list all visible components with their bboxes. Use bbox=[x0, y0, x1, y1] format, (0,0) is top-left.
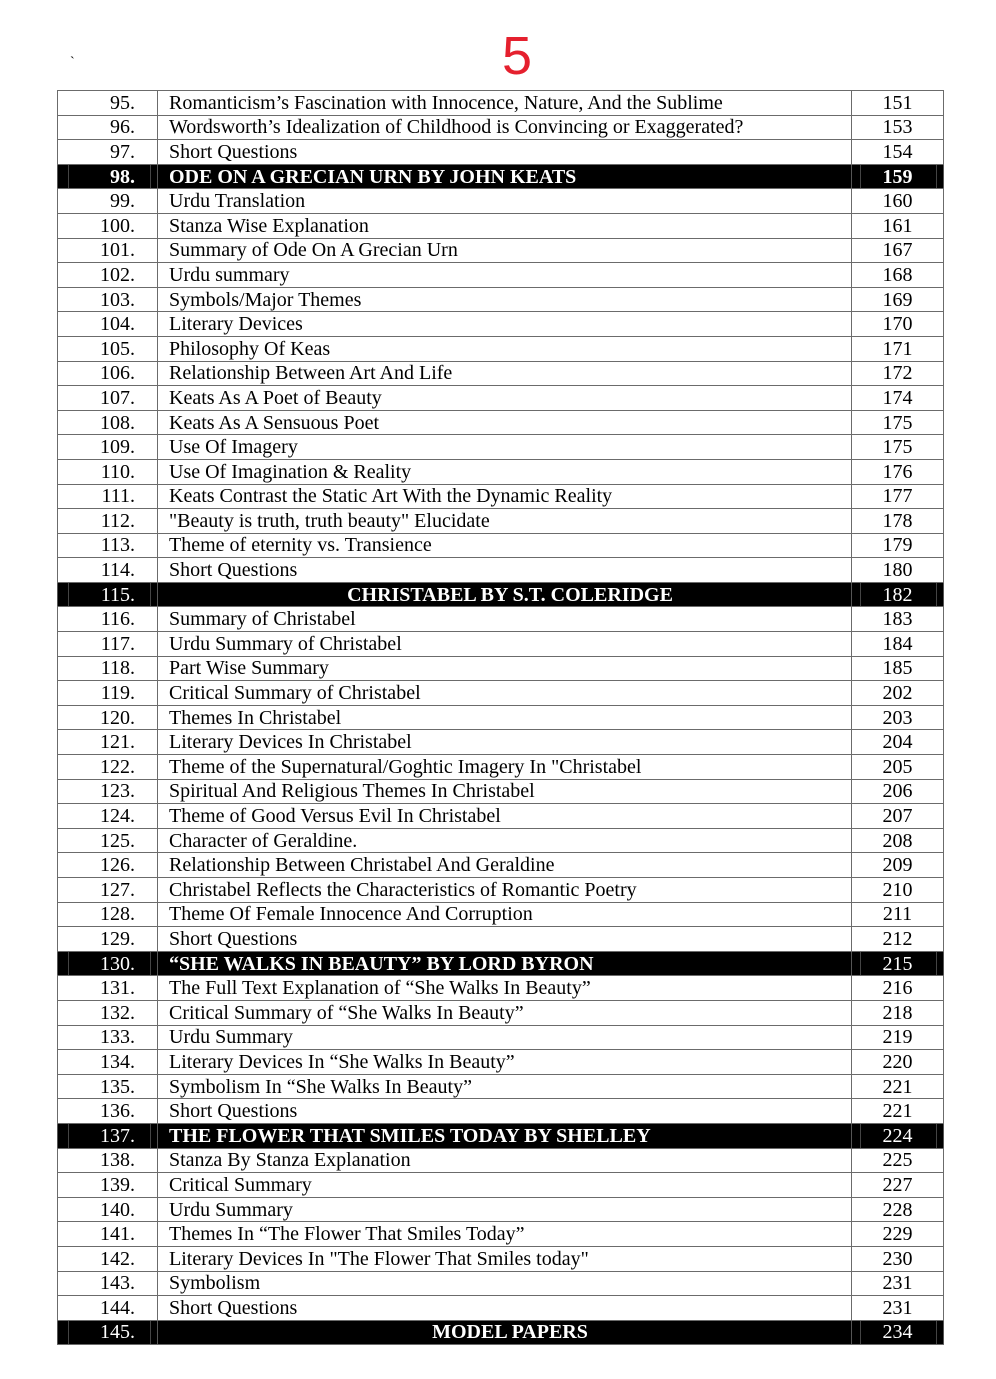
toc-item-number: 115. bbox=[58, 582, 158, 607]
toc-item-number: 138. bbox=[58, 1148, 158, 1173]
table-of-contents bbox=[57, 90, 944, 1345]
toc-row[interactable] bbox=[58, 853, 944, 878]
toc-item-title[interactable]: Christabel Reflects the Characteristics of Romantic Poetry bbox=[158, 878, 852, 903]
toc-row[interactable] bbox=[58, 681, 944, 706]
toc-row[interactable] bbox=[58, 263, 944, 288]
toc-item-page: 178 bbox=[852, 509, 944, 534]
toc-row[interactable] bbox=[58, 361, 944, 386]
toc-item-page: 184 bbox=[852, 632, 944, 657]
toc-item-title[interactable]: Keats As A Sensuous Poet bbox=[158, 410, 852, 435]
toc-item-page: 175 bbox=[852, 435, 944, 460]
toc-item-page: 167 bbox=[852, 238, 944, 263]
toc-section-row[interactable] bbox=[58, 1320, 944, 1345]
toc-item-page: 161 bbox=[852, 213, 944, 238]
toc-item-title[interactable]: The Full Text Explanation of “She Walks In Beauty” bbox=[158, 976, 852, 1001]
toc-item-page: 179 bbox=[852, 533, 944, 558]
toc-row[interactable] bbox=[58, 878, 944, 903]
toc-item-number: 106. bbox=[58, 361, 158, 386]
toc-section-row[interactable] bbox=[58, 582, 944, 607]
toc-section-row[interactable] bbox=[58, 951, 944, 976]
toc-row[interactable] bbox=[58, 779, 944, 804]
toc-row[interactable] bbox=[58, 386, 944, 411]
toc-item-title[interactable]: Symbolism bbox=[158, 1271, 852, 1296]
toc-item-page: 207 bbox=[852, 804, 944, 829]
toc-item-number: 126. bbox=[58, 853, 158, 878]
toc-item-number: 140. bbox=[58, 1197, 158, 1222]
toc-row[interactable] bbox=[58, 927, 944, 952]
toc-row[interactable] bbox=[58, 1173, 944, 1198]
toc-item-number: 103. bbox=[58, 287, 158, 312]
toc-row[interactable] bbox=[58, 755, 944, 780]
toc-item-page: 209 bbox=[852, 853, 944, 878]
toc-item-number: 123. bbox=[58, 779, 158, 804]
toc-row[interactable] bbox=[58, 238, 944, 263]
toc-item-number: 145. bbox=[58, 1320, 158, 1345]
toc-item-number: 108. bbox=[58, 410, 158, 435]
toc-item-title[interactable]: Theme of eternity vs. Transience bbox=[158, 533, 852, 558]
toc-item-title[interactable]: Short Questions bbox=[158, 927, 852, 952]
toc-row[interactable] bbox=[58, 115, 944, 140]
toc-item-number: 105. bbox=[58, 336, 158, 361]
toc-item-number: 133. bbox=[58, 1025, 158, 1050]
toc-row[interactable] bbox=[58, 91, 944, 116]
toc-section-row[interactable] bbox=[58, 164, 944, 189]
toc-row[interactable] bbox=[58, 705, 944, 730]
toc-item-page: 212 bbox=[852, 927, 944, 952]
toc-row[interactable] bbox=[58, 1296, 944, 1321]
toc-item-page: 224 bbox=[852, 1123, 944, 1148]
toc-item-title[interactable]: Use Of Imagery bbox=[158, 435, 852, 460]
toc-item-title[interactable]: THE FLOWER THAT SMILES TODAY BY SHELLEY bbox=[158, 1123, 852, 1148]
toc-item-title[interactable]: Stanza By Stanza Explanation bbox=[158, 1148, 852, 1173]
toc-item-page: 230 bbox=[852, 1246, 944, 1271]
toc-row[interactable] bbox=[58, 1000, 944, 1025]
toc-row[interactable] bbox=[58, 1074, 944, 1099]
toc-row[interactable] bbox=[58, 1050, 944, 1075]
toc-row[interactable] bbox=[58, 1222, 944, 1247]
toc-item-page: 160 bbox=[852, 189, 944, 214]
toc-item-page: 183 bbox=[852, 607, 944, 632]
toc-row[interactable] bbox=[58, 312, 944, 337]
toc-item-title[interactable]: Wordsworth’s Idealization of Childhood is Convincing or Exaggerated? bbox=[158, 115, 852, 140]
toc-item-title[interactable]: Critical Summary of Christabel bbox=[158, 681, 852, 706]
toc-row[interactable] bbox=[58, 1025, 944, 1050]
toc-item-page: 203 bbox=[852, 705, 944, 730]
toc-row[interactable] bbox=[58, 533, 944, 558]
toc-item-number: 100. bbox=[58, 213, 158, 238]
toc-item-page: 177 bbox=[852, 484, 944, 509]
toc-item-page: 185 bbox=[852, 656, 944, 681]
toc-row[interactable] bbox=[58, 558, 944, 583]
toc-item-number: 132. bbox=[58, 1000, 158, 1025]
toc-item-number: 142. bbox=[58, 1246, 158, 1271]
toc-item-page: 225 bbox=[852, 1148, 944, 1173]
toc-item-title[interactable]: "Beauty is truth, truth beauty" Elucidate bbox=[158, 509, 852, 534]
toc-item-page: 229 bbox=[852, 1222, 944, 1247]
toc-item-page: 228 bbox=[852, 1197, 944, 1222]
toc-item-number: 119. bbox=[58, 681, 158, 706]
toc-item-number: 122. bbox=[58, 755, 158, 780]
toc-row[interactable] bbox=[58, 607, 944, 632]
toc-item-title[interactable]: Use Of Imagination & Reality bbox=[158, 459, 852, 484]
toc-item-number: 137. bbox=[58, 1123, 158, 1148]
toc-row[interactable] bbox=[58, 336, 944, 361]
toc-row[interactable] bbox=[58, 410, 944, 435]
toc-row[interactable] bbox=[58, 140, 944, 165]
toc-item-number: 134. bbox=[58, 1050, 158, 1075]
toc-row[interactable] bbox=[58, 656, 944, 681]
toc-row[interactable] bbox=[58, 976, 944, 1001]
toc-item-title[interactable]: Short Questions bbox=[158, 1099, 852, 1124]
toc-item-number: 102. bbox=[58, 263, 158, 288]
toc-item-number: 109. bbox=[58, 435, 158, 460]
toc-item-title[interactable]: Theme of the Supernatural/Goghtic Imagery In "Christabel bbox=[158, 755, 852, 780]
toc-item-number: 116. bbox=[58, 607, 158, 632]
toc-item-page: 159 bbox=[852, 164, 944, 189]
toc-item-page: 170 bbox=[852, 312, 944, 337]
toc-item-title[interactable]: ODE ON A GRECIAN URN BY JOHN KEATS bbox=[158, 164, 852, 189]
toc-item-title[interactable]: Symbols/Major Themes bbox=[158, 287, 852, 312]
toc-item-page: 221 bbox=[852, 1099, 944, 1124]
toc-item-title[interactable]: Keats As A Poet of Beauty bbox=[158, 386, 852, 411]
toc-item-title[interactable]: Summary of Ode On A Grecian Urn bbox=[158, 238, 852, 263]
toc-item-page: 169 bbox=[852, 287, 944, 312]
toc-item-page: 174 bbox=[852, 386, 944, 411]
toc-row[interactable] bbox=[58, 1197, 944, 1222]
toc-item-number: 95. bbox=[58, 91, 158, 116]
toc-item-title[interactable]: Part Wise Summary bbox=[158, 656, 852, 681]
toc-row[interactable] bbox=[58, 1246, 944, 1271]
toc-item-number: 107. bbox=[58, 386, 158, 411]
toc-item-number: 141. bbox=[58, 1222, 158, 1247]
toc-item-title[interactable]: Urdu Translation bbox=[158, 189, 852, 214]
toc-item-number: 111. bbox=[58, 484, 158, 509]
toc-item-title[interactable]: Literary Devices bbox=[158, 312, 852, 337]
toc-item-number: 110. bbox=[58, 459, 158, 484]
toc-item-number: 98. bbox=[58, 164, 158, 189]
toc-item-title[interactable]: Themes In “The Flower That Smiles Today” bbox=[158, 1222, 852, 1247]
toc-item-title[interactable]: Stanza Wise Explanation bbox=[158, 213, 852, 238]
toc-item-number: 104. bbox=[58, 312, 158, 337]
toc-item-title[interactable]: Philosophy Of Keas bbox=[158, 336, 852, 361]
toc-item-number: 130. bbox=[58, 951, 158, 976]
toc-item-page: 208 bbox=[852, 828, 944, 853]
toc-item-title[interactable]: Literary Devices In "The Flower That Smiles today" bbox=[158, 1246, 852, 1271]
toc-item-page: 151 bbox=[852, 91, 944, 116]
toc-item-title[interactable]: Spiritual And Religious Themes In Christabel bbox=[158, 779, 852, 804]
toc-row[interactable] bbox=[58, 435, 944, 460]
toc-item-page: 216 bbox=[852, 976, 944, 1001]
toc-item-number: 120. bbox=[58, 705, 158, 730]
toc-item-number: 127. bbox=[58, 878, 158, 903]
toc-item-number: 112. bbox=[58, 509, 158, 534]
stray-mark: ` bbox=[70, 55, 75, 70]
toc-row[interactable] bbox=[58, 213, 944, 238]
toc-row[interactable] bbox=[58, 632, 944, 657]
toc-item-page: 172 bbox=[852, 361, 944, 386]
toc-section-row[interactable] bbox=[58, 1123, 944, 1148]
toc-item-page: 205 bbox=[852, 755, 944, 780]
toc-row[interactable] bbox=[58, 902, 944, 927]
toc-item-number: 96. bbox=[58, 115, 158, 140]
toc-item-number: 124. bbox=[58, 804, 158, 829]
toc-item-title[interactable]: Urdu Summary of Christabel bbox=[158, 632, 852, 657]
toc-row[interactable] bbox=[58, 484, 944, 509]
toc-item-title[interactable]: Critical Summary bbox=[158, 1173, 852, 1198]
toc-body bbox=[58, 91, 944, 1345]
toc-item-title[interactable]: Short Questions bbox=[158, 1296, 852, 1321]
toc-item-title[interactable]: Critical Summary of “She Walks In Beauty” bbox=[158, 1000, 852, 1025]
toc-item-title[interactable]: Urdu Summary bbox=[158, 1197, 852, 1222]
toc-item-number: 113. bbox=[58, 533, 158, 558]
toc-item-number: 118. bbox=[58, 656, 158, 681]
toc-row[interactable] bbox=[58, 1148, 944, 1173]
toc-item-page: 227 bbox=[852, 1173, 944, 1198]
toc-item-page: 168 bbox=[852, 263, 944, 288]
toc-item-page: 175 bbox=[852, 410, 944, 435]
toc-row[interactable] bbox=[58, 1271, 944, 1296]
toc-item-title[interactable]: Literary Devices In Christabel bbox=[158, 730, 852, 755]
toc-row[interactable] bbox=[58, 459, 944, 484]
toc-item-title[interactable]: Romanticism’s Fascination with Innocence, Nature, And the Sublime bbox=[158, 91, 852, 116]
toc-item-page: 182 bbox=[852, 582, 944, 607]
toc-item-title[interactable]: Short Questions bbox=[158, 140, 852, 165]
toc-item-page: 210 bbox=[852, 878, 944, 903]
toc-item-page: 215 bbox=[852, 951, 944, 976]
toc-item-page: 221 bbox=[852, 1074, 944, 1099]
toc-item-title[interactable]: Themes In Christabel bbox=[158, 705, 852, 730]
toc-item-page: 211 bbox=[852, 902, 944, 927]
toc-item-page: 231 bbox=[852, 1296, 944, 1321]
toc-item-title[interactable]: Relationship Between Christabel And Geraldine bbox=[158, 853, 852, 878]
toc-item-number: 144. bbox=[58, 1296, 158, 1321]
toc-item-page: 234 bbox=[852, 1320, 944, 1345]
toc-item-page: 206 bbox=[852, 779, 944, 804]
toc-item-number: 128. bbox=[58, 902, 158, 927]
toc-row[interactable] bbox=[58, 509, 944, 534]
toc-item-page: 202 bbox=[852, 681, 944, 706]
toc-item-page: 176 bbox=[852, 459, 944, 484]
toc-item-number: 121. bbox=[58, 730, 158, 755]
toc-item-title[interactable]: Summary of Christabel bbox=[158, 607, 852, 632]
toc-item-number: 97. bbox=[58, 140, 158, 165]
toc-item-title[interactable]: Urdu summary bbox=[158, 263, 852, 288]
toc-item-number: 129. bbox=[58, 927, 158, 952]
toc-row[interactable] bbox=[58, 828, 944, 853]
toc-item-number: 101. bbox=[58, 238, 158, 263]
toc-item-page: 180 bbox=[852, 558, 944, 583]
toc-item-title[interactable]: Keats Contrast the Static Art With the Dynamic Reality bbox=[158, 484, 852, 509]
toc-item-page: 218 bbox=[852, 1000, 944, 1025]
toc-item-title[interactable]: Literary Devices In “She Walks In Beauty” bbox=[158, 1050, 852, 1075]
toc-item-number: 114. bbox=[58, 558, 158, 583]
toc-item-title[interactable]: Symbolism In “She Walks In Beauty” bbox=[158, 1074, 852, 1099]
toc-item-number: 135. bbox=[58, 1074, 158, 1099]
toc-item-page: 220 bbox=[852, 1050, 944, 1075]
toc-row[interactable] bbox=[58, 287, 944, 312]
toc-item-title[interactable]: Character of Geraldine. bbox=[158, 828, 852, 853]
toc-item-page: 153 bbox=[852, 115, 944, 140]
toc-item-page: 219 bbox=[852, 1025, 944, 1050]
toc-item-title[interactable]: Relationship Between Art And Life bbox=[158, 361, 852, 386]
toc-item-number: 117. bbox=[58, 632, 158, 657]
toc-item-title[interactable]: MODEL PAPERS bbox=[158, 1320, 852, 1345]
toc-item-page: 204 bbox=[852, 730, 944, 755]
toc-item-title[interactable]: CHRISTABEL BY S.T. COLERIDGE bbox=[158, 582, 852, 607]
toc-item-title[interactable]: “SHE WALKS IN BEAUTY” BY LORD BYRON bbox=[158, 951, 852, 976]
toc-row[interactable] bbox=[58, 1099, 944, 1124]
toc-item-number: 131. bbox=[58, 976, 158, 1001]
toc-item-number: 139. bbox=[58, 1173, 158, 1198]
toc-item-number: 99. bbox=[58, 189, 158, 214]
toc-item-number: 143. bbox=[58, 1271, 158, 1296]
toc-row[interactable] bbox=[58, 804, 944, 829]
toc-item-title[interactable]: Short Questions bbox=[158, 558, 852, 583]
toc-row[interactable] bbox=[58, 730, 944, 755]
toc-row[interactable] bbox=[58, 189, 944, 214]
toc-item-number: 125. bbox=[58, 828, 158, 853]
toc-item-title[interactable]: Theme of Good Versus Evil In Christabel bbox=[158, 804, 852, 829]
toc-item-number: 136. bbox=[58, 1099, 158, 1124]
toc-item-page: 154 bbox=[852, 140, 944, 165]
toc-item-page: 171 bbox=[852, 336, 944, 361]
page-number: 5 bbox=[501, 26, 533, 86]
toc-item-title[interactable]: Urdu Summary bbox=[158, 1025, 852, 1050]
toc-item-page: 231 bbox=[852, 1271, 944, 1296]
toc-item-title[interactable]: Theme Of Female Innocence And Corruption bbox=[158, 902, 852, 927]
